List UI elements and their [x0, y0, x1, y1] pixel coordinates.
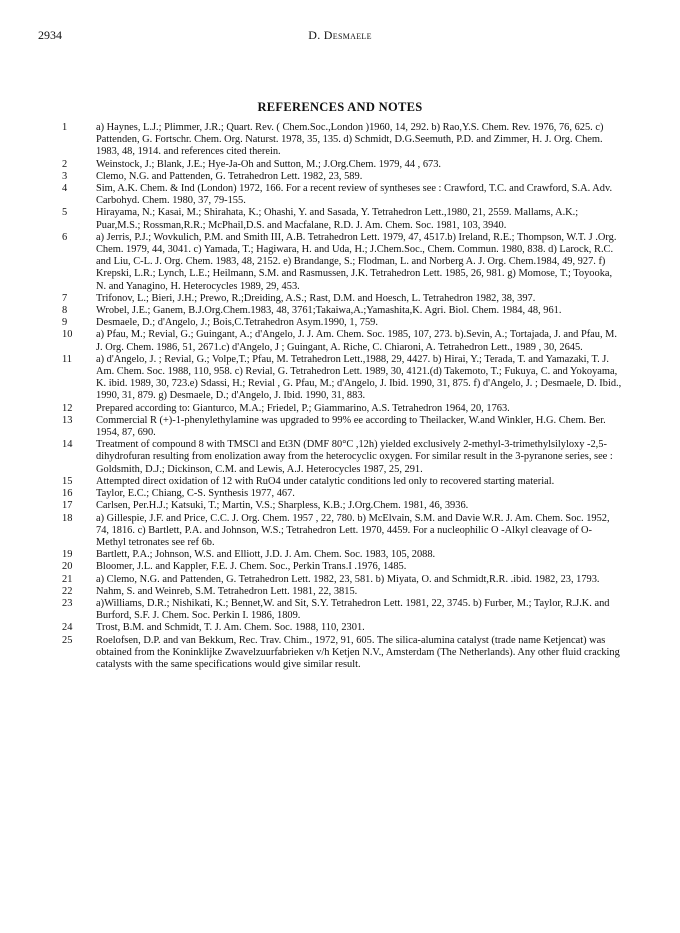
reference-entry [62, 305, 622, 317]
running-head [38, 28, 642, 44]
reference-entry [62, 635, 622, 672]
reference-text: Carlsen, Per.H.J.; Katsuki, T.; Martin, V.S.; Sharpless, K.B.; J.Org.Chem. 1981, 46, 3936. [96, 500, 469, 512]
reference-entry [62, 586, 622, 598]
reference-entry [62, 415, 622, 439]
reference-text: Weinstock, J.; Blank, J.E.; Hye-Ja-Oh and Sutton, M.; J.Org.Chem. 1979, 44 , 673. [96, 158, 442, 170]
reference-text: Hirayama, N.; Kasai, M.; Shirahata, K.; Ohashi, Y. and Sasada, Y. Tetrahedron Lett.,1980, 21, 2559. Mallams, A.K.; Puar,M.S.; Rossman,R.R.; McPhail,D.S. and Macfalane, R.D. J. Am. Chem. Soc. 1981, 103, 3940. [96, 207, 579, 231]
reference-entry [62, 122, 622, 159]
reference-number: 18 [62, 512, 73, 524]
reference-text: Sim, A.K. Chem. & Ind (London) 1972, 166. For a recent review of syntheses see : Crawford, T.C. and Crawford, S.A. Adv. Carbohyd. Chem. 1980, 37, 79-155. [96, 183, 613, 207]
reference-text: Prepared according to: Gianturco, M.A.; Friedel, P.; Giammarino, A.S. Tetrahedron 1964, 20, 1763. [96, 402, 510, 414]
reference-text: Treatment of compound 8 with TMSCl and Et3N (DMF 80°C ,12h) yielded exclusively 2-methyl-3-trimethylsilyloxy -2,5- dihydrofuran resulting from enolization away from the heterocyclic oxygen. For similar result in the 3-pyranone series, see : Goldsmith, D.J.; Dickinson, C.M. and Lewis, A.J. Heterocycles 1987, 25, 291. [96, 439, 613, 475]
reference-entry [62, 232, 622, 293]
reference-entry [62, 488, 622, 500]
reference-number: 15 [62, 475, 73, 487]
reference-entry [62, 622, 622, 634]
reference-number: 2 [62, 158, 68, 170]
reference-number: 23 [62, 597, 73, 609]
reference-text: a) Pfau, M.; Revial, G.; Guingant, A.; d'Angelo, J. J. Am. Chem. Soc. 1985, 107, 273. b).Sevin, A.; Tortajada, J. and Pfau, M. J. Org. Chem. 1986, 51, 2671.c) d'Angelo, J ; Guingant, A. Riche, C. Chiaroni, A. Tetrahedron Lett., 1989 , 30, 2645. [96, 329, 618, 353]
reference-text: Desmaele, D.; d'Angelo, J.; Bois,C.Tetrahedron Asym.1990, 1, 759. [96, 317, 378, 329]
reference-entry [62, 159, 622, 171]
reference-text: Trost, B.M. and Schmidt, T. J. Am. Chem. Soc. 1988, 110, 2301. [96, 622, 365, 634]
reference-number: 5 [62, 207, 68, 219]
reference-entry [62, 561, 622, 573]
reference-text: Taylor, E.C.; Chiang, C-S. Synthesis 1977, 467. [96, 488, 295, 500]
reference-number: 21 [62, 573, 73, 585]
reference-number: 24 [62, 622, 73, 634]
reference-entry [62, 476, 622, 488]
reference-number: 7 [62, 292, 68, 304]
reference-entry [62, 183, 622, 207]
reference-entry [62, 439, 622, 476]
reference-text: a) Clemo, N.G. and Pattenden, G. Tetrahedron Lett. 1982, 23, 581. b) Miyata, O. and Schmidt,R.R. .ibid. 1982, 23, 1793. [96, 573, 600, 585]
reference-entry [62, 598, 622, 622]
reference-number: 1 [62, 122, 68, 133]
reference-text: Bloomer, J.L. and Kappler, F.E. J. Chem. Soc., Perkin Trans.I .1976, 1485. [96, 561, 407, 573]
reference-number: 11 [62, 353, 73, 365]
reference-number: 25 [62, 634, 73, 646]
reference-number: 12 [62, 402, 73, 414]
reference-entry [62, 354, 622, 403]
reference-entry [62, 403, 622, 415]
reference-number: 10 [62, 329, 73, 341]
reference-number: 3 [62, 170, 68, 182]
reference-text: Roelofsen, D.P. and van Bekkum, Rec. Trav. Chim., 1972, 91, 605. The silica-alumina catalyst (trade name Ketjencat) was obtained from the Koninklijke Zwavelzuurfabrieken v/h Ketjen N.V., Amsterdam (The Netherlands). Any other fluid cracking catalysts with the same specifications would give similar result. [96, 634, 620, 670]
reference-number: 4 [62, 183, 68, 195]
section-title: REFERENCES AND NOTES [257, 100, 423, 114]
reference-entry [62, 207, 622, 231]
reference-entry [62, 317, 622, 329]
reference-text: Commercial R (+)-1-phenylethylamine was upgraded to 99% ee according to Theilacker, W.and Winkler, H.G. Chem. Ber. 1954, 87, 690. [96, 414, 606, 439]
reference-entry [62, 171, 622, 183]
page-number: 2934 [38, 28, 62, 42]
reference-number: 17 [62, 500, 73, 512]
references-list [62, 122, 622, 671]
reference-number: 8 [62, 305, 68, 317]
reference-text: a) d'Angelo, J. ; Revial, G.; Volpe,T.; Pfau, M. Tetrahedron Lett.,1988, 29, 4427. b) Hirai, Y.; Terada, T. and Yamazaki, T. J. Am. Chem. Soc. 1988, 110, 958. c) Revial, G. Tetrahedron Lett. 1989, 30, 4121.(d) Takemoto, T.; Fukuya, C. and Yokoyama, K. ibid. 1989, 30, 723.e) Sdassi, H.; Revial , G. Pfau, M.; d'Angelo, J. Ibid. 1990, 31, 875. f) d'Angelo, J. ; Desmaele, D. Ibid., 1990, 31, 879. g) Desmaele, D.; d'Angelo, J. Ibid. 1990, 31, 883. [96, 353, 622, 402]
reference-entry [62, 574, 622, 586]
running-head-author: D. Desmaele [308, 28, 372, 42]
reference-entry [62, 549, 622, 561]
reference-number: 22 [62, 585, 73, 597]
reference-number: 9 [62, 317, 68, 329]
reference-text: Attempted direct oxidation of 12 with RuO4 under catalytic conditions led only to recovered starting material. [96, 475, 555, 487]
reference-number: 16 [62, 488, 73, 500]
reference-text: Nahm, S. and Weinreb, S.M. Tetrahedron Lett. 1981, 22, 3815. [96, 585, 358, 597]
reference-entry [62, 500, 622, 512]
reference-number: 20 [62, 561, 73, 573]
reference-entry [62, 293, 622, 305]
reference-number: 6 [62, 231, 68, 243]
reference-text: Clemo, N.G. and Pattenden, G. Tetrahedron Lett. 1982, 23, 589. [96, 170, 363, 182]
reference-text: Trifonov, L.; Bieri, J.H.; Prewo, R.;Dreiding, A.S.; Rast, D.M. and Hoesch, L. Tetrahedron 1982, 38, 397. [96, 292, 536, 304]
reference-entry [62, 513, 622, 550]
reference-text: a) Jerris, P.J.; Wovkulich, P.M. and Smith III, A.B. Tetrahedron Lett. 1979, 47, 4517.b) Ireland, R.E.; Thompson, W.T. J .Org. Chem. 1979, 44, 3041. c) Yamada, T.; Hagiwara, H. and Uda, H.; J.Chem.Soc., Chem. Commun. 1980, 838. d) Larock, R.C. and Liu, C-L. J. Org. Chem. 1983, 48, 2152. e) Brandange, S.; Flodman, L. and Norberg A. J. Org. Chem.1984, 49, 927. f) Krepski, L.R.; Lynch, L.E.; Heilmann, S.M. and Rasmussen, J.K. Tetrahedron Lett. 1985, 26, 981. g) Momose, T.; Toyooka, N. and Yanagino, H. Heterocycles 1989, 29, 453. [96, 231, 617, 292]
reference-number: 14 [62, 439, 73, 451]
reference-number: 19 [62, 549, 73, 561]
reference-text: a) Haynes, L.J.; Plimmer, J.R.; Quart. Rev. ( Chem.Soc.,London )1960, 14, 292. b) Rao,Y.S. Chem. Rev. 1976, 76, 625. c) Pattenden, G. Fortschr. Chem. Org. Naturst. 1978, 35, 135. d) Schmidt, D.G.Seemuth, P.D. and Zimmer, H. J. Org. Chem. 1983, 48, 1914. and references cited therein. [96, 122, 604, 158]
reference-text: Bartlett, P.A.; Johnson, W.S. and Elliott, J.D. J. Am. Chem. Soc. 1983, 105, 2088. [96, 549, 436, 561]
reference-text: Wrobel, J.E.; Ganem, B.J.Org.Chem.1983, 48, 3761;Takaiwa,A.;Yamashita,K. Agri. Biol. Chem. 1984, 48, 961. [96, 305, 562, 317]
reference-text: a)Williams, D.R.; Nishikati, K.; Bennet,W. and Sit, S.Y. Tetrahedron Lett. 1981, 22, 3745. b) Furber, M.; Taylor, R.J.K. and Burford, S.F. J. Chem. Soc. Perkin I. 1986, 1809. [96, 597, 610, 622]
reference-entry [62, 329, 622, 353]
reference-number: 13 [62, 414, 73, 426]
reference-text: a) Gillespie, J.F. and Price, C.C. J. Org. Chem. 1957 , 22, 780. b) McElvain, S.M. and Davie W.R. J. Am. Chem. Soc. 1952, 74, 1816. c) Bartlett, P.A. and Johnson, W.S.; Tetrahedron Lett. 1970, 4459. For a nucleophilic O -Alkyl cleavage of O-Methyl tetronates see ref 6b. [96, 512, 610, 548]
